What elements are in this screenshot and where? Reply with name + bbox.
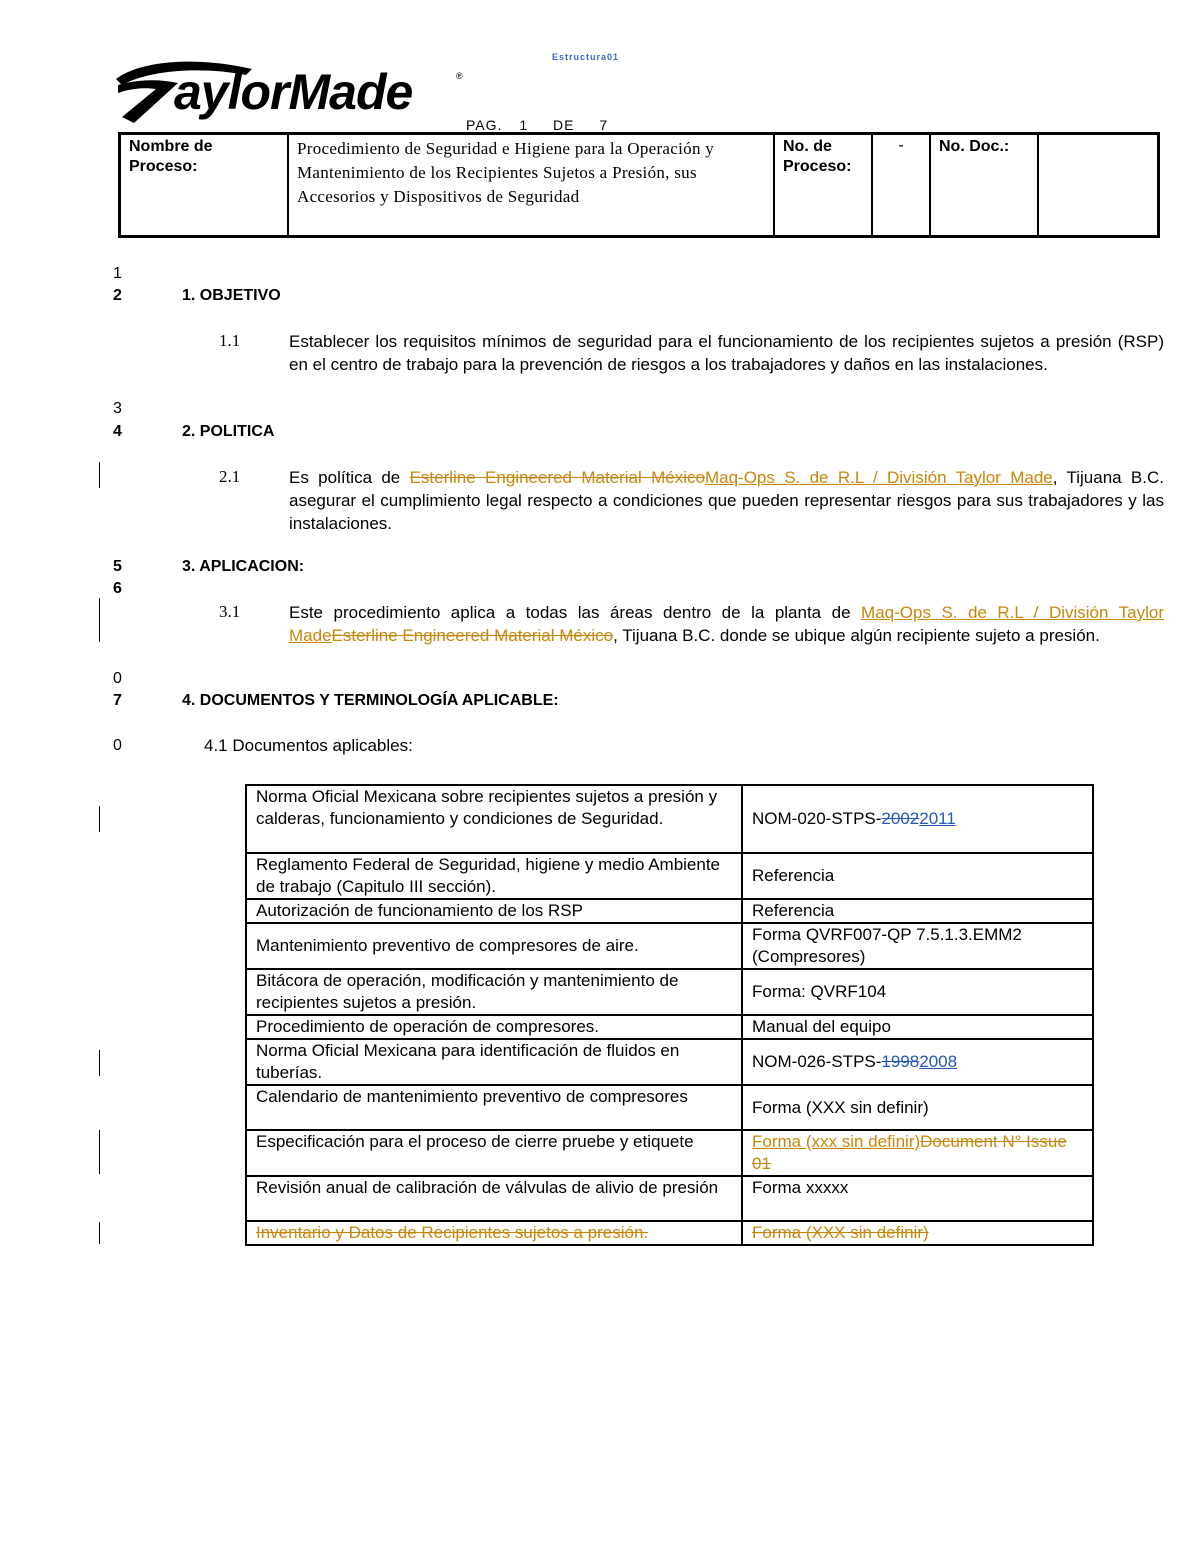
inserted-text: Maq-Ops S. de R.L / División Taylor Made (289, 603, 1165, 645)
deleted-text: Esterline Engineered Material México (331, 626, 614, 645)
change-bar (99, 1050, 100, 1076)
process-name-label: Nombre de Proceso: (120, 134, 289, 237)
line-number: 1 (113, 265, 122, 282)
table-row (246, 785, 1093, 853)
table-row (246, 1039, 1093, 1085)
doc-reference: Forma (xxx sin definir)Document N° Issue 01 (742, 1130, 1093, 1176)
doc-name: Revisión anual de calibración de válvulas de alivio de presión (246, 1176, 742, 1221)
logo-watermark: Estructura01 (552, 52, 620, 62)
doc-name: Especificación para el proceso de cierre pruebe y etiquete (246, 1130, 742, 1176)
doc-no (1038, 134, 1159, 237)
line-number: 5 (113, 558, 122, 575)
doc-name: Inventario y Datos de Recipientes sujetos a presión. (246, 1221, 742, 1245)
doc-name: Procedimiento de operación de compresores. (246, 1015, 742, 1039)
doc-name: Norma Oficial Mexicana para identificación de fluidos en tuberías. (246, 1039, 742, 1085)
documentos-subheading: 4.1 Documentos aplicables: (204, 736, 413, 755)
table-row (246, 899, 1093, 923)
doc-reference: Forma: QVRF104 (742, 969, 1093, 1015)
svg-text:®: ® (456, 71, 463, 81)
change-bar (99, 1130, 100, 1174)
line-number: 2 (113, 287, 122, 304)
doc-reference: Referencia (742, 899, 1093, 923)
process-no: - (872, 134, 930, 237)
taylormade-logo (112, 55, 472, 130)
page-of-label: DE (553, 117, 575, 133)
doc-name: Reglamento Federal de Seguridad, higiene y medio Ambiente de trabajo (Capitulo III sección). (246, 853, 742, 899)
doc-reference: Forma xxxxx (742, 1176, 1093, 1221)
documents-table (245, 784, 1094, 1246)
page-total: 7 (599, 117, 609, 133)
svg-text:aylorMade: aylorMade (174, 64, 413, 120)
change-bar (99, 598, 100, 642)
table-row (246, 1176, 1093, 1221)
doc-no-label: No. Doc.: (930, 134, 1038, 237)
objetivo-text: Establecer los requisitos mínimos de seguridad para el funcionamiento de los recipientes sujetos a presión (RSP) en el centro de trabajo para la prevención de riesgos a los trabajadores y daños en las instalaciones. (289, 332, 1164, 374)
table-row (246, 1085, 1093, 1130)
doc-reference: Manual del equipo (742, 1015, 1093, 1039)
doc-reference: Forma (XXX sin definir) (742, 1221, 1093, 1245)
process-no-label: No. de Proceso: (774, 134, 872, 237)
change-bar (99, 462, 100, 488)
line-number: 4 (113, 423, 122, 440)
change-bar (99, 1222, 100, 1244)
line-number: 7 (113, 692, 122, 709)
doc-reference: Forma QVRF007-QP 7.5.1.3.EMM2 (Compresores) (742, 923, 1093, 969)
table-row (246, 969, 1093, 1015)
item-number: 3.1 (219, 602, 241, 621)
page-counter (466, 117, 608, 133)
doc-reference: NOM-026-STPS-19982008 (742, 1039, 1093, 1085)
doc-name: Norma Oficial Mexicana sobre recipientes sujetos a presión y calderas, funcionamiento y condiciones de Seguridad. (246, 785, 742, 853)
doc-reference: Referencia (742, 853, 1093, 899)
line-number: 3 (113, 400, 122, 417)
inserted-text: Maq-Ops S. de R.L / División Taylor Made (704, 468, 1053, 487)
line-number: 0 (113, 670, 122, 687)
item-number: 2.1 (219, 467, 241, 486)
section-heading-politica: 2. POLITICA (182, 423, 275, 440)
doc-reference: NOM-020-STPS-20022011 (742, 785, 1093, 853)
section-heading-objetivo: 1. OBJETIVO (182, 287, 281, 304)
table-row (246, 853, 1093, 899)
table-row (246, 1221, 1093, 1245)
doc-name: Calendario de mantenimiento preventivo de compresores (246, 1085, 742, 1130)
section-heading-aplicacion: 3. APLICACION: (182, 558, 305, 575)
item-number: 1.1 (219, 331, 241, 350)
doc-name: Bitácora de operación, modificación y mantenimiento de recipientes sujetos a presión. (246, 969, 742, 1015)
doc-name: Autorización de funcionamiento de los RSP (246, 899, 742, 923)
doc-name: Mantenimiento preventivo de compresores de aire. (246, 923, 742, 969)
aplicacion-text: Este procedimiento aplica a todas las áreas dentro de la planta de Maq-Ops S. de R.L / División Taylor MadeEsterline Engineered Material México, Tijuana B.C. donde se ubique algún recipiente sujeto a presión. (289, 603, 1165, 645)
line-number: 0 (113, 737, 122, 754)
doc-reference: Forma (XXX sin definir) (742, 1085, 1093, 1130)
change-bar (99, 806, 100, 832)
politica-text: Es política de Esterline Engineered Material MéxicoMaq-Ops S. de R.L / División Taylor Made, Tijuana B.C. asegurar el cumplimiento legal respecto a condiciones que pueden representar riesgos para sus trabajadores y las instalaciones. (289, 468, 1164, 533)
section-heading-documentos: 4. DOCUMENTOS Y TERMINOLOGÍA APLICABLE: (182, 692, 559, 709)
document-header-table (118, 132, 1160, 238)
deleted-text: Esterline Engineered Material México (409, 468, 705, 487)
page-current: 1 (519, 117, 529, 133)
table-row (246, 923, 1093, 969)
process-name: Procedimiento de Seguridad e Higiene para la Operación y Mantenimiento de los Recipientes Sujetos a Presión, sus Accesorios y Dispositivos de Seguridad (288, 134, 774, 237)
table-row (246, 1015, 1093, 1039)
page-label: PAG. (466, 117, 503, 133)
line-number: 6 (113, 580, 122, 597)
table-row (246, 1130, 1093, 1176)
